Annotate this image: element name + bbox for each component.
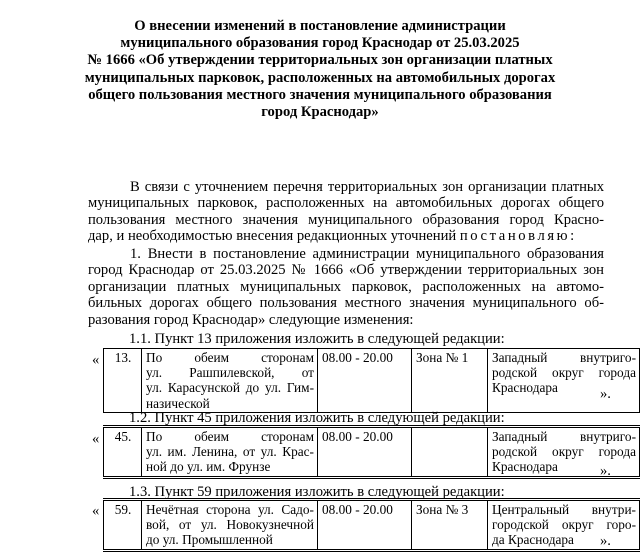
opening-quote: « — [92, 352, 100, 368]
amendment-heading: 1.1. Пункт 13 приложения изложить в следующей редакции: — [129, 331, 505, 347]
preamble-line: дар, и необходимостью внесения редакционных уточнений — [88, 228, 457, 245]
title-line: муниципального образования город Краснодар от 25.03.2025 — [120, 35, 520, 52]
location-line: По обеим сторонам — [146, 429, 314, 444]
location-line: ной до ул. им. Фрунзе — [146, 459, 271, 475]
district-line: Центральный внутри- — [492, 502, 636, 517]
preamble-line: пользования местного значения муниципального образования город Красно- — [88, 211, 604, 228]
item-1-line: разования город Краснодар» следующие изменения: — [88, 311, 414, 328]
location-cell — [142, 427, 318, 478]
preamble — [88, 179, 604, 245]
title-line: № 1666 «Об утверждении территориальных зон организации платных — [87, 52, 553, 69]
hours-cell: 08.00 - 20.00 — [318, 427, 412, 478]
item-1-line: организации платных муниципальных парковок, расположенных на автомо- — [88, 278, 604, 295]
closing-quote: ». — [600, 463, 611, 479]
district-line: Западный внутриго- — [492, 429, 636, 444]
location-line: ул. Карасунской до ул. Гим- — [146, 380, 314, 396]
item-1-line: бильных дорогах общего пользования местного значения муниципального об- — [88, 295, 604, 312]
district-line: да Краснодара — [492, 532, 574, 548]
preamble-last-line — [88, 228, 604, 244]
district-cell — [488, 427, 640, 478]
table-row — [104, 500, 640, 551]
district-line: родской округ города — [492, 365, 636, 381]
zone-cell: Зона № 3 — [412, 500, 488, 551]
location-line: ул. Рашпилевской, от — [146, 365, 314, 381]
district-line: Краснодара — [492, 380, 558, 396]
amendment-heading: 1.3. Пункт 59 приложения изложить в следующей редакции: — [129, 484, 505, 500]
title-line: О внесении изменений в постановление администрации — [134, 18, 506, 34]
location-line: вой, от ул. Новокузнечной — [146, 517, 314, 533]
row-number: 45. — [104, 427, 142, 478]
hours-cell: 08.00 - 20.00 — [318, 500, 412, 551]
zone-cell: Зона № 1 — [412, 349, 488, 413]
location-cell — [142, 349, 318, 413]
decree-word: постановляю: — [459, 228, 577, 245]
row-number: 59. — [104, 500, 142, 551]
zone-cell — [412, 427, 488, 478]
title-line: город Краснодар» — [261, 104, 379, 121]
location-line: По обеим сторонам — [146, 350, 314, 365]
district-line: родской округ города — [492, 444, 636, 460]
location-line: до ул. Промышленной — [146, 532, 273, 548]
item-1-line: город Краснодар от 25.03.2025 № 1666 «Об утверждении территориальных зон — [88, 262, 604, 279]
hours-cell: 08.00 - 20.00 — [318, 349, 412, 413]
row-number: 13. — [104, 349, 142, 413]
district-line: Краснодара — [492, 459, 558, 475]
opening-quote: « — [92, 431, 100, 447]
title-line: муниципальных парковок, расположенных на автомобильных дорогах — [84, 69, 556, 86]
district-line: городской округ горо- — [492, 517, 636, 533]
district-line: Западный внутриго- — [492, 350, 636, 365]
amendment-table — [103, 498, 640, 552]
location-line: Нечётная сторона ул. Садо- — [146, 502, 314, 517]
title-line: общего пользования местного значения муниципального образования — [88, 86, 552, 103]
district-cell — [488, 349, 640, 413]
item-1-line: 1. Внести в постановление администрации муниципального образования — [130, 246, 604, 262]
location-cell — [142, 500, 318, 551]
location-line: назической — [146, 395, 210, 411]
preamble-line: муниципальных парковок, расположенных на автомобильных дорогах общего — [88, 195, 604, 212]
closing-quote: ». — [600, 533, 611, 549]
amendment-table — [103, 348, 640, 413]
closing-quote: ». — [600, 386, 611, 402]
table-row — [104, 349, 640, 413]
district-cell — [488, 500, 640, 551]
amendment-heading: 1.2. Пункт 45 приложения изложить в следующей редакции: — [129, 410, 505, 426]
document-title — [20, 18, 620, 121]
location-line: ул. им. Ленина, от ул. Крас- — [146, 444, 314, 460]
preamble-line: В связи с уточнением перечня территориальных зон организации платных — [130, 179, 604, 195]
opening-quote: « — [92, 503, 100, 519]
amendment-table — [103, 425, 640, 479]
table-row — [104, 427, 640, 478]
item-1 — [88, 246, 604, 328]
